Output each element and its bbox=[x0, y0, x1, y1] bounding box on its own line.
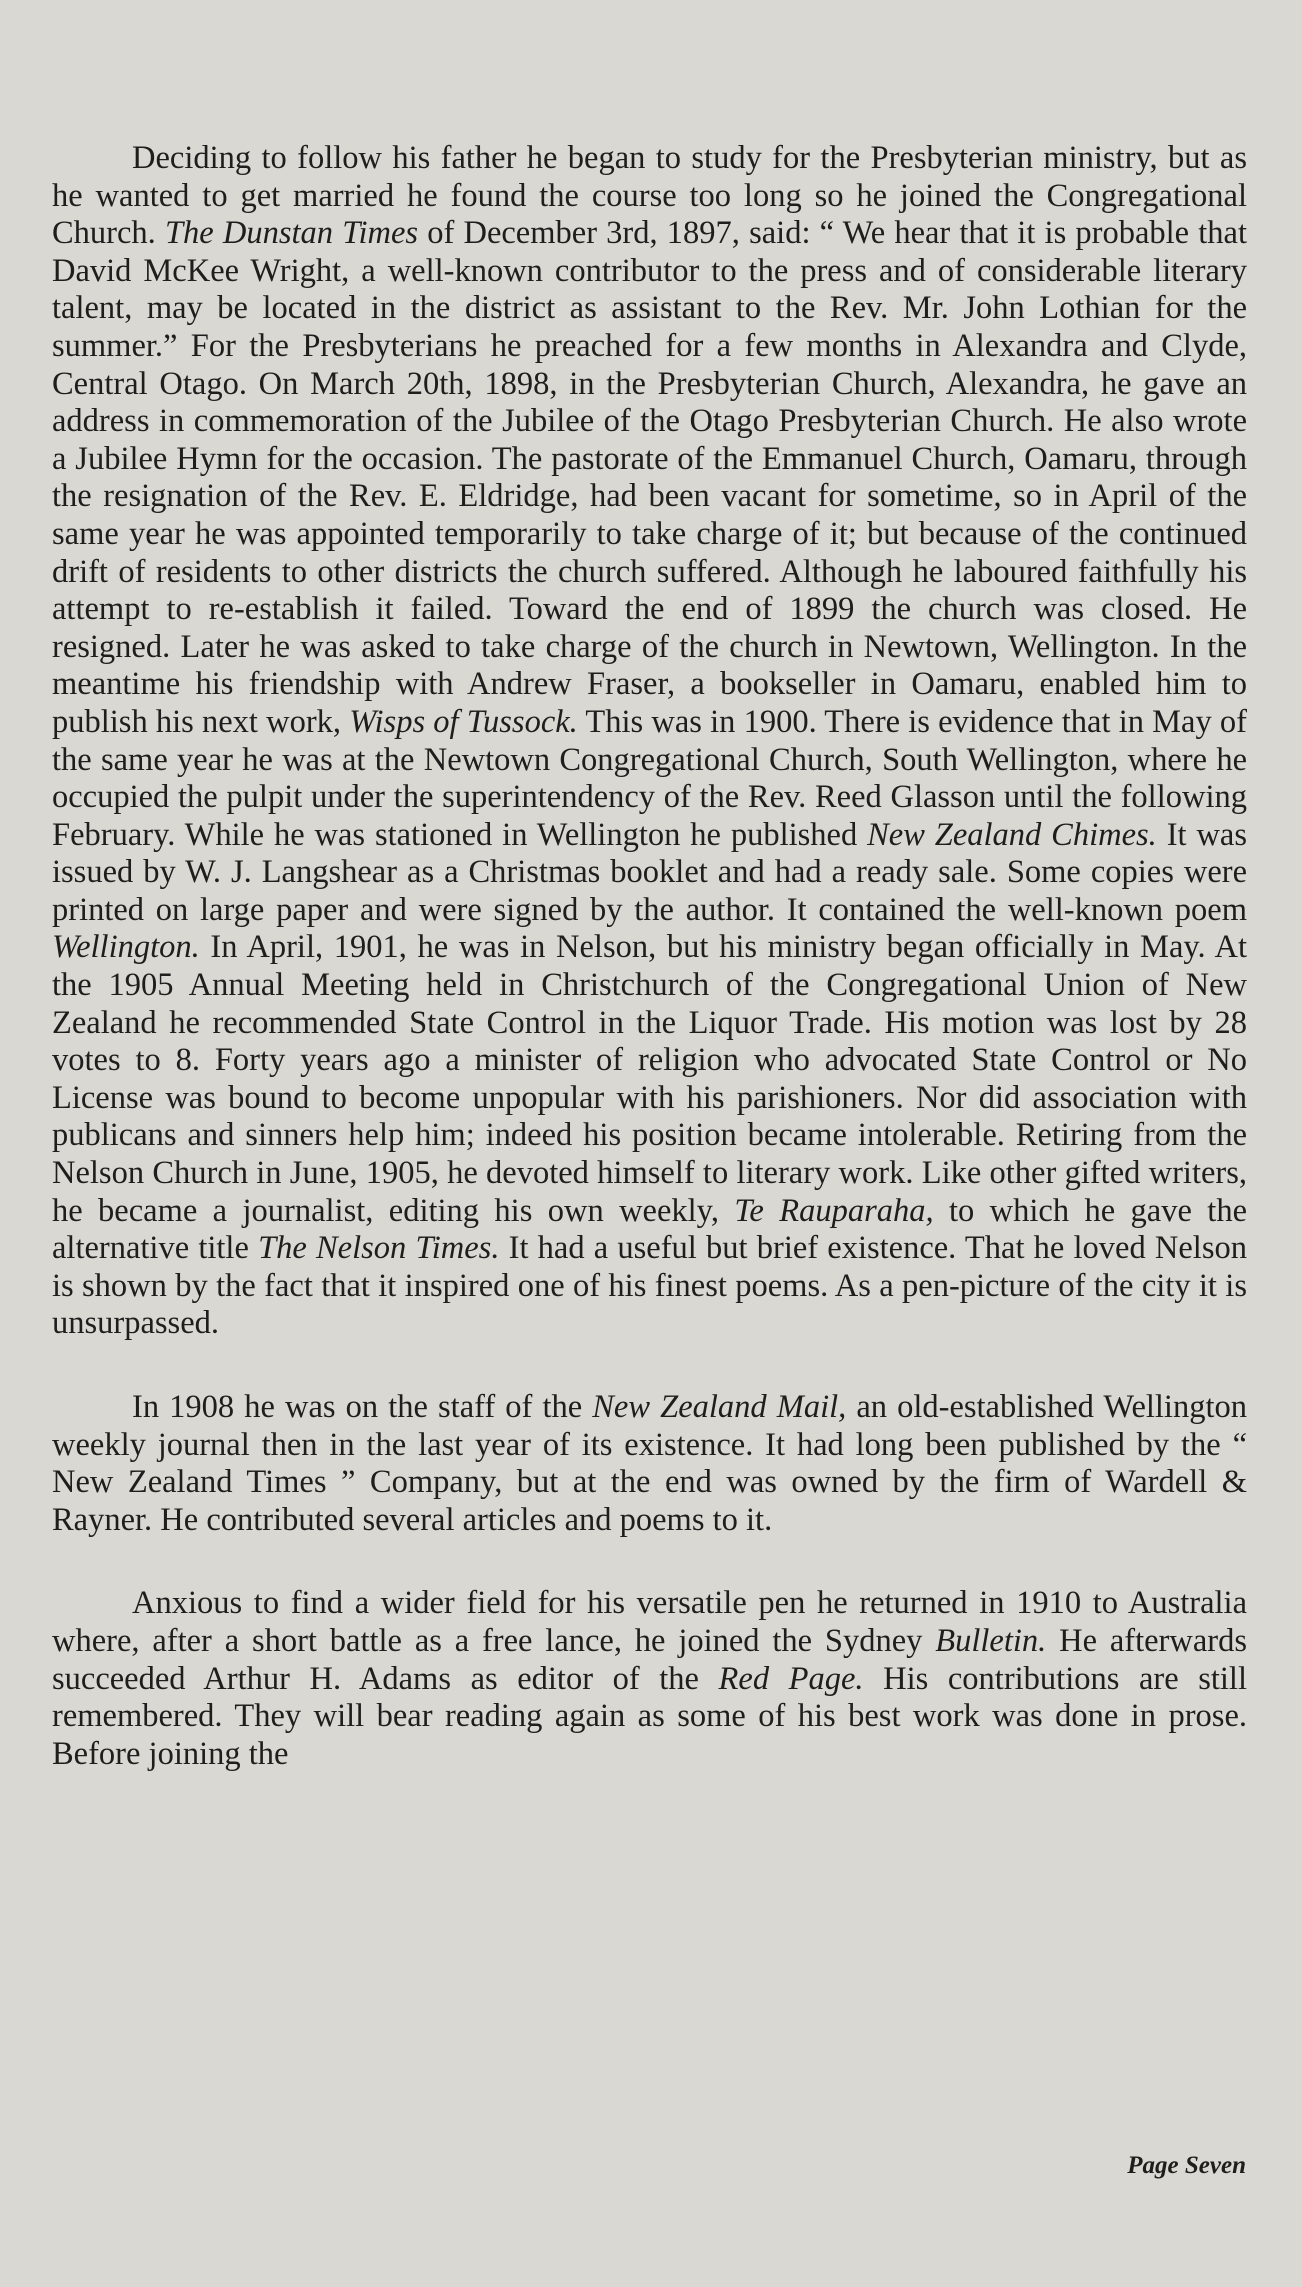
italic-title: New Zealand Chimes. bbox=[867, 816, 1157, 853]
italic-title: Wisps of Tussock. bbox=[349, 703, 578, 740]
segment: He afterwards succeeded Arthur H. Adams as editor of the bbox=[52, 1622, 1247, 1697]
paragraph-2 bbox=[52, 1389, 1247, 1539]
italic-title: Bulletin. bbox=[935, 1622, 1047, 1659]
paragraph-3 bbox=[52, 1585, 1247, 1773]
segment: to which he gave the alternative title bbox=[52, 1192, 1247, 1267]
page-number: Page Seven bbox=[1127, 2152, 1246, 2179]
segment: of December 3rd, 1897, said: “ We hear that it is probable that David McKee Wright, a well-known contributor to the press and of considerable literary talent, may be located in the district as assistant to the Rev. Mr. John Lothian for the summer.” For the Presbyterians he preached for a few months in Alexandra and Clyde, Central Otago. On March 20th, 1898, in the Presbyterian Church, Alexandra, he gave an address in commemoration of the Jubilee of the Otago Presbyterian Church. He also wrote a Jubilee Hymn for the occasion. The pastorate of the Emmanuel Church, Oamaru, through the resignation of the Rev. E. Eldridge, had been vacant for sometime, so in April of the same year he was appointed temporarily to take charge of it; but because of the continued drift of residents to other districts the church suffered. Although he laboured faithfully his attempt to re-establish it failed. Toward the end of 1899 the church was closed. He resigned. Later he was asked to take charge of the church in Newtown, Wellington. In the meantime his friendship with Andrew Fraser, a bookseller in Oamaru, enabled him to publish his next work, bbox=[52, 215, 1247, 740]
segment: In 1908 he was on the staff of the bbox=[132, 1389, 593, 1425]
italic-title: The Nelson Times. bbox=[258, 1230, 500, 1267]
segment: Deciding to follow his father he began to study for the Presbyterian ministry, but as he wanted to get married he found the course too long so he joined the Congregational Church. bbox=[52, 140, 1247, 252]
page-body bbox=[52, 140, 1247, 1819]
italic-title: Te Rauparaha, bbox=[734, 1192, 934, 1229]
paragraph-1 bbox=[52, 140, 1247, 1343]
segment: His contributions are still remembered. They will bear reading again as some of his best work was done in prose. Before joining the bbox=[52, 1660, 1247, 1772]
italic-title: New Zealand Mail, bbox=[592, 1389, 847, 1425]
segment: This was in 1900. There is evidence that in May of the same year he was at the Newtown Congregational Church, South Wellington, where he occupied the pulpit under the superintendency of the Rev. Reed Glasson until the following February. While he was stationed in Wellington he published bbox=[52, 703, 1247, 853]
segment: an old-established Wellington weekly journal then in the last year of its existence. It had long been published by the “ New Zealand Times ” Company, but at the end was owned by the firm of Wardell & Rayner. He contributed several articles and poems to it. bbox=[52, 1389, 1247, 1538]
segment: It had a useful but brief existence. That he loved Nelson is shown by the fact that it inspired one of his finest poems. As a pen-picture of the city it is unsurpassed. bbox=[52, 1230, 1247, 1342]
italic-title: Wellington. bbox=[52, 929, 200, 966]
italic-title: Red Page. bbox=[718, 1660, 864, 1697]
segment: Anxious to find a wider field for his versatile pen he returned in 1910 to Australia where, after a short battle as a free lance, he joined the Sydney bbox=[52, 1585, 1247, 1659]
segment: In April, 1901, he was in Nelson, but his ministry began officially in May. At the 1905 Annual Meeting held in Christchurch of the Congregational Union of New Zealand he recommended State Control in the Liquor Trade. His motion was lost by 28 votes to 8. Forty years ago a minister of religion who advocated State Control or No License was bound to become unpopular with his parishioners. Nor did association with publicans and sinners help him; indeed his position became intolerable. Retiring from the Nelson Church in June, 1905, he devoted himself to literary work. Like other gifted writers, he became a journalist, editing his own weekly, bbox=[52, 929, 1247, 1229]
italic-title: The Dunstan Times bbox=[164, 215, 419, 252]
segment: It was issued by W. J. Langshear as a Christmas booklet and had a ready sale. Some copies were printed on large paper and were signed by the author. It contained the well-known poem bbox=[52, 816, 1247, 928]
